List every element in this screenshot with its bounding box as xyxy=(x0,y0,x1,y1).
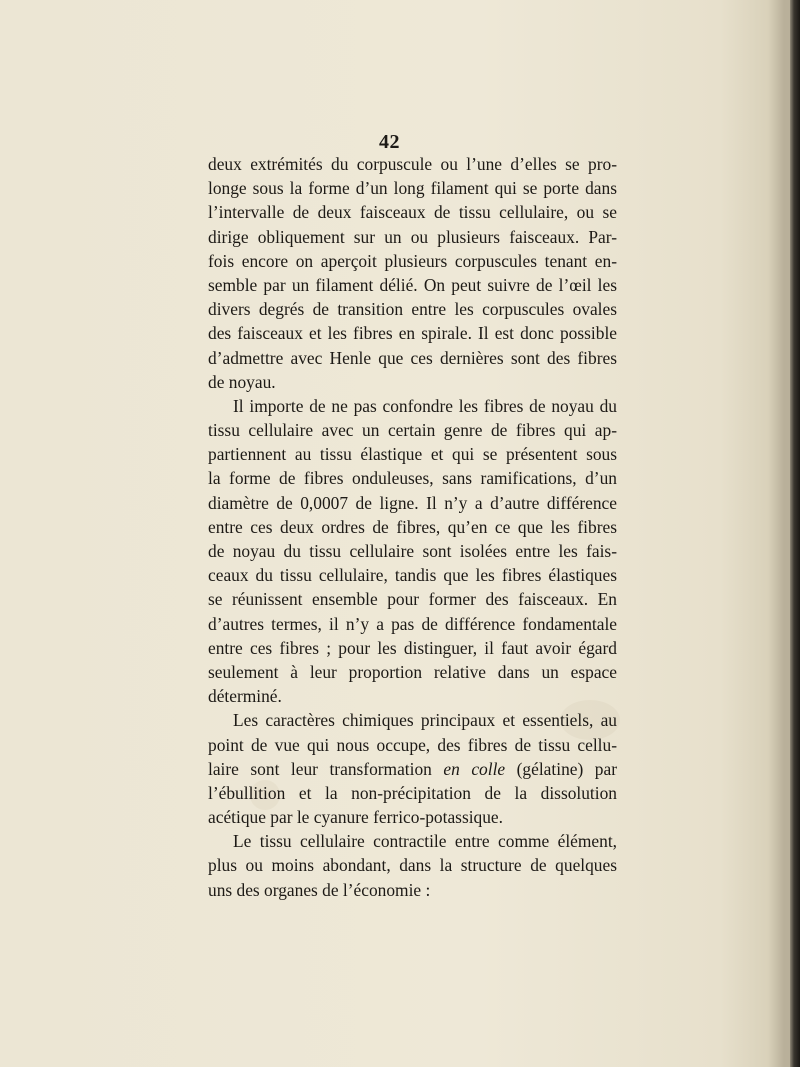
text-line: fois encore on aperçoit plusieurs corpuscules tenant en- xyxy=(208,250,617,271)
text-line: seulement à leur proportion relative dans un espace xyxy=(208,661,617,682)
page-edge-shadow xyxy=(790,0,800,1067)
text-line: d’autres termes, il n’y a pas de différence fondamentale xyxy=(208,613,617,634)
text-line: de noyau. xyxy=(208,371,276,392)
text-line: Le tissu cellulaire contractile entre comme élément, xyxy=(233,831,617,852)
text-line: Les caractères chimiques principaux et essentiels, au xyxy=(233,710,617,731)
text-line: dirige obliquement sur un ou plusieurs faisceaux. Par- xyxy=(208,226,617,247)
text-line: partiennent au tissu élastique et qui se présentent sous xyxy=(208,444,617,465)
text-line: laire sont leur transformation en colle (gélatine) par xyxy=(208,758,617,779)
text-line: entre ces deux ordres de fibres, qu’en ce que les fibres xyxy=(208,516,617,537)
text-line: point de vue qui nous occupe, des fibres de tissu cellu- xyxy=(208,734,617,755)
text-line: tissu cellulaire avec un certain genre de fibres qui ap- xyxy=(208,420,617,441)
text-line: Il importe de ne pas confondre les fibres de noyau du xyxy=(233,395,617,416)
text-line: déterminé. xyxy=(208,686,282,707)
text-line: d’admettre avec Henle que ces dernières sont des fibres xyxy=(208,347,617,368)
text-line: divers degrés de transition entre les corpuscules ovales xyxy=(208,299,617,320)
text-line: l’intervalle de deux faisceaux de tissu cellulaire, ou se xyxy=(208,202,617,223)
italic-phrase: en colle xyxy=(443,758,506,779)
page-number: 42 xyxy=(379,131,400,153)
text-line: ceaux du tissu cellulaire, tandis que les fibres élastiques xyxy=(208,565,617,586)
text-line: longe sous la forme d’un long filament qui se porte dans xyxy=(208,178,617,199)
body-text xyxy=(208,152,617,902)
text-line: semble par un filament délié. On peut suivre de l’œil les xyxy=(208,274,617,295)
text-line: la forme de fibres onduleuses, sans ramifications, d’un xyxy=(208,468,617,489)
text-line: uns des organes de l’économie : xyxy=(208,879,431,900)
text-line: l’ébullition et la non-précipitation de la dissolution xyxy=(208,782,617,803)
text-line: se réunissent ensemble pour former des faisceaux. En xyxy=(208,589,617,610)
text-line: des faisceaux et les fibres en spirale. Il est donc possible xyxy=(208,323,617,344)
text-line: de noyau du tissu cellulaire sont isolées entre les fais- xyxy=(208,541,617,561)
text-line: entre ces fibres ; pour les distinguer, il faut avoir égard xyxy=(208,637,617,658)
text-line: deux extrémités du corpuscule ou l’une d’elles se pro- xyxy=(208,154,617,174)
text-line: plus ou moins abondant, dans la structure de quelques xyxy=(208,855,617,876)
text-line: acétique par le cyanure ferrico-potassique. xyxy=(208,807,504,828)
text-line: diamètre de 0,0007 de ligne. Il n’y a d’autre différence xyxy=(208,492,617,513)
